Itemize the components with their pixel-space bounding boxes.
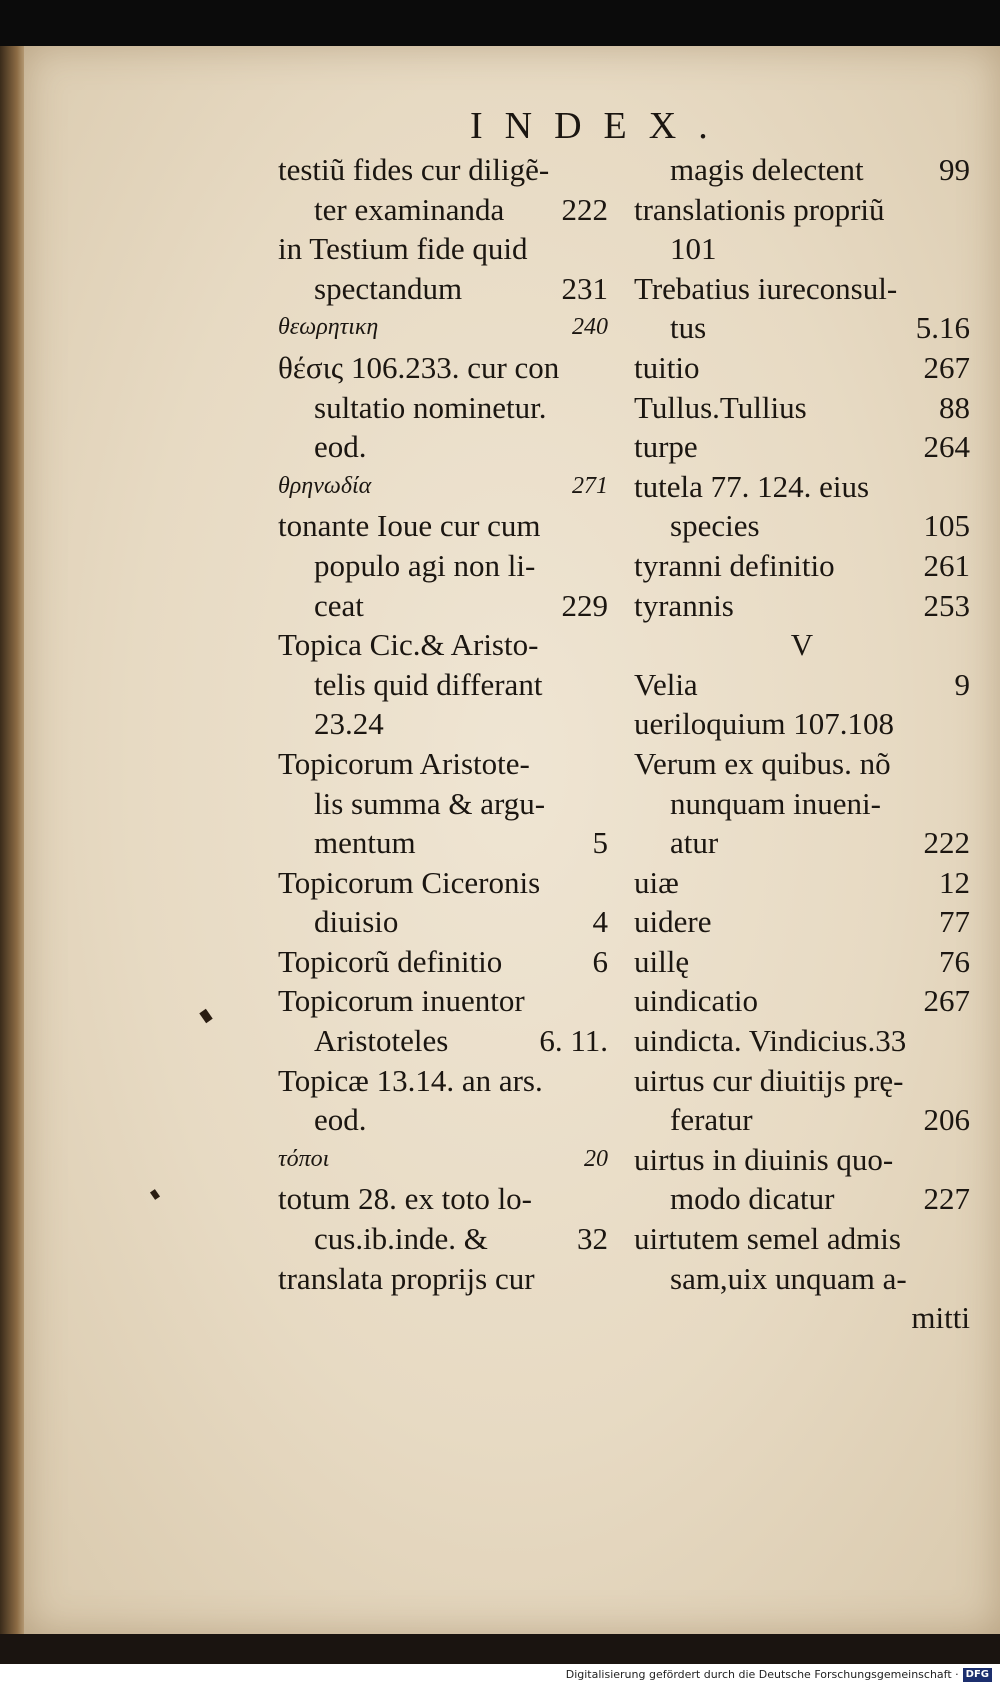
index-page-number: 253 bbox=[923, 587, 970, 623]
index-entry-text: τόποι bbox=[278, 1145, 330, 1172]
index-column-left bbox=[278, 150, 608, 1298]
index-page-number: 4 bbox=[592, 904, 608, 940]
index-line bbox=[634, 190, 970, 230]
index-entry-text: θεωρητικη bbox=[278, 314, 379, 341]
index-line bbox=[634, 150, 970, 190]
index-entry-text: tyranni definitio bbox=[634, 547, 835, 583]
index-entry-text: uirtutem semel admis bbox=[634, 1221, 901, 1257]
index-entry-text: θρηνωδία bbox=[278, 472, 372, 499]
index-line bbox=[278, 388, 608, 428]
index-entry-text: V bbox=[790, 627, 814, 663]
dfg-logo: DFG bbox=[963, 1668, 992, 1682]
index-line bbox=[278, 942, 608, 982]
index-page-number: 267 bbox=[923, 349, 970, 385]
scan-footer bbox=[0, 1664, 1000, 1686]
index-page-number: 229 bbox=[561, 587, 608, 623]
index-line bbox=[278, 704, 608, 744]
index-line bbox=[278, 823, 608, 863]
index-page-number: 240 bbox=[572, 314, 608, 341]
index-line bbox=[634, 1219, 970, 1259]
index-entry-text: spectandum bbox=[314, 270, 463, 306]
index-entry-text: testiũ fides cur diligẽ- bbox=[278, 152, 550, 187]
index-line bbox=[634, 1021, 970, 1061]
index-entry-text: Topicorum inuentor bbox=[278, 983, 525, 1019]
index-entry-text: in Testium fide quid bbox=[278, 231, 528, 267]
index-line bbox=[634, 665, 970, 705]
index-line bbox=[634, 863, 970, 903]
index-page-number: 261 bbox=[923, 547, 970, 583]
index-line bbox=[634, 229, 970, 269]
index-page-number: 12 bbox=[939, 864, 970, 900]
index-entry-text: uindicta. Vindicius.33 bbox=[634, 1023, 907, 1059]
index-line bbox=[634, 902, 970, 942]
index-line bbox=[278, 229, 608, 269]
index-entry-text: Aristoteles bbox=[314, 1023, 449, 1059]
index-line bbox=[634, 506, 970, 546]
index-line bbox=[634, 942, 970, 982]
index-line bbox=[278, 190, 608, 230]
index-page-number: 88 bbox=[939, 389, 970, 425]
index-entry-text: totum 28. ex toto lo- bbox=[278, 1181, 533, 1217]
index-line bbox=[634, 744, 970, 784]
index-page-number: 77 bbox=[939, 904, 970, 940]
index-entry-text: mitti bbox=[911, 1300, 970, 1336]
index-entry-text: populo agi non li- bbox=[314, 547, 536, 583]
index-line bbox=[278, 625, 608, 665]
index-entry-text: uillę bbox=[634, 943, 690, 979]
index-line bbox=[634, 348, 970, 388]
index-page-number: 267 bbox=[923, 983, 970, 1019]
index-line bbox=[634, 1061, 970, 1101]
footer-text: Digitalisierung gefördert durch die Deutsche Forschungsgemeinschaft · bbox=[565, 1668, 959, 1681]
index-entry-text: atur bbox=[670, 825, 719, 861]
index-line bbox=[634, 427, 970, 467]
index-page-number: 99 bbox=[939, 152, 970, 187]
index-entry-text: modo dicatur bbox=[670, 1181, 835, 1217]
index-line bbox=[634, 388, 970, 428]
index-entry-text: lis summa & argu- bbox=[314, 785, 546, 821]
index-entry-text: Topicæ 13.14. an ars. bbox=[278, 1062, 543, 1098]
index-page-number: 6 bbox=[592, 943, 608, 979]
index-line bbox=[634, 1259, 970, 1299]
index-line bbox=[634, 625, 970, 665]
scan-bottom-band bbox=[0, 1634, 1000, 1664]
index-entry-text: Topicorum Aristote- bbox=[278, 745, 530, 781]
index-entry-text: magis delectent bbox=[670, 152, 864, 187]
index-line bbox=[634, 1298, 970, 1338]
index-column-right bbox=[634, 150, 970, 1338]
index-entry-text: tuitio bbox=[634, 349, 700, 385]
index-line bbox=[278, 586, 608, 626]
index-page-number: 271 bbox=[572, 472, 608, 499]
index-entry-text: ter examinanda bbox=[314, 191, 505, 227]
index-line bbox=[278, 1140, 608, 1180]
index-line bbox=[634, 1179, 970, 1219]
index-entry-text: turpe bbox=[634, 429, 698, 465]
index-entry-text: 101 bbox=[670, 231, 717, 267]
page-header: INDEX. bbox=[470, 105, 730, 147]
index-page-number: 206 bbox=[923, 1102, 970, 1138]
index-page-number: 5.16 bbox=[915, 310, 970, 346]
index-line bbox=[634, 1140, 970, 1180]
index-line bbox=[278, 269, 608, 309]
index-entry-text: tutela 77. 124. eius bbox=[634, 468, 870, 504]
index-entry-text: tyrannis bbox=[634, 587, 734, 623]
index-entry-text: tonante Ioue cur cum bbox=[278, 508, 541, 544]
index-entry-text: Topicorũ definitio bbox=[278, 943, 503, 979]
index-line bbox=[634, 308, 970, 348]
index-entry-text: sam,uix unquam a- bbox=[670, 1260, 907, 1296]
index-line bbox=[634, 823, 970, 863]
index-page-number: 222 bbox=[923, 825, 970, 861]
index-entry-text: θέσις 106.233. cur con bbox=[278, 349, 560, 385]
index-entry-text: ueriloquium 107.108 bbox=[634, 706, 895, 742]
index-entry-text: ceat bbox=[314, 587, 364, 623]
index-entry-text: Topica Cic.& Aristo- bbox=[278, 627, 539, 663]
index-entry-text: diuisio bbox=[314, 904, 399, 940]
index-entry-text: tus bbox=[670, 310, 707, 346]
index-entry-text: translata proprijs cur bbox=[278, 1260, 535, 1296]
index-page-number: 222 bbox=[561, 191, 608, 227]
index-line bbox=[278, 1259, 608, 1299]
index-line bbox=[634, 269, 970, 309]
index-line bbox=[278, 744, 608, 784]
index-page-number: 76 bbox=[939, 943, 970, 979]
index-line bbox=[278, 1100, 608, 1140]
index-page-number: 6. 11. bbox=[539, 1023, 608, 1059]
index-line bbox=[278, 1179, 608, 1219]
index-line bbox=[634, 784, 970, 824]
index-line bbox=[278, 1021, 608, 1061]
index-page-number: 32 bbox=[577, 1221, 608, 1257]
index-page-number: 5 bbox=[592, 825, 608, 861]
index-entry-text: mentum bbox=[314, 825, 416, 861]
index-line bbox=[634, 704, 970, 744]
index-entry-text: telis quid differant bbox=[314, 666, 543, 702]
index-line bbox=[278, 1061, 608, 1101]
index-entry-text: eod. bbox=[314, 429, 367, 465]
index-entry-text: uindicatio bbox=[634, 983, 758, 1019]
index-line bbox=[634, 1100, 970, 1140]
index-line bbox=[278, 467, 608, 507]
index-line bbox=[634, 467, 970, 507]
index-entry-text: species bbox=[670, 508, 760, 544]
index-line bbox=[634, 981, 970, 1021]
index-entry-text: 23.24 bbox=[314, 706, 384, 742]
index-entry-text: nunquam inueni- bbox=[670, 785, 881, 821]
index-line bbox=[278, 863, 608, 903]
index-entry-text: feratur bbox=[670, 1102, 753, 1138]
index-page-number: 9 bbox=[954, 666, 970, 702]
index-entry-text: cus.ib.inde. & bbox=[314, 1221, 488, 1257]
index-page-number: 20 bbox=[584, 1145, 608, 1172]
index-line bbox=[278, 665, 608, 705]
index-line bbox=[278, 427, 608, 467]
index-page-number: 105 bbox=[923, 508, 970, 544]
index-line bbox=[278, 348, 608, 388]
index-line bbox=[278, 981, 608, 1021]
index-line bbox=[278, 546, 608, 586]
index-line bbox=[278, 902, 608, 942]
index-line bbox=[634, 586, 970, 626]
index-entry-text: Verum ex quibus. nõ bbox=[634, 745, 891, 781]
index-entry-text: uirtus in diuinis quo- bbox=[634, 1141, 894, 1177]
index-entry-text: sultatio nominetur. bbox=[314, 389, 547, 425]
index-entry-text: Velia bbox=[634, 666, 698, 702]
index-page-number: 264 bbox=[923, 429, 970, 465]
index-entry-text: Tullus.Tullius bbox=[634, 389, 807, 425]
index-line bbox=[278, 150, 608, 190]
index-entry-text: Trebatius iureconsul- bbox=[634, 270, 898, 306]
index-entry-text: Topicorum Ciceronis bbox=[278, 864, 541, 900]
index-line bbox=[278, 506, 608, 546]
index-entry-text: eod. bbox=[314, 1102, 367, 1138]
index-entry-text: translationis propriũ bbox=[634, 191, 885, 227]
index-page-number: 231 bbox=[561, 270, 608, 306]
index-page-number: 227 bbox=[923, 1181, 970, 1217]
index-entry-text: uirtus cur diuitijs prę- bbox=[634, 1062, 904, 1098]
index-entry-text: uiæ bbox=[634, 864, 679, 900]
index-line bbox=[278, 308, 608, 348]
index-line bbox=[278, 784, 608, 824]
index-entry-text: uidere bbox=[634, 904, 712, 940]
index-line bbox=[278, 1219, 608, 1259]
index-line bbox=[634, 546, 970, 586]
